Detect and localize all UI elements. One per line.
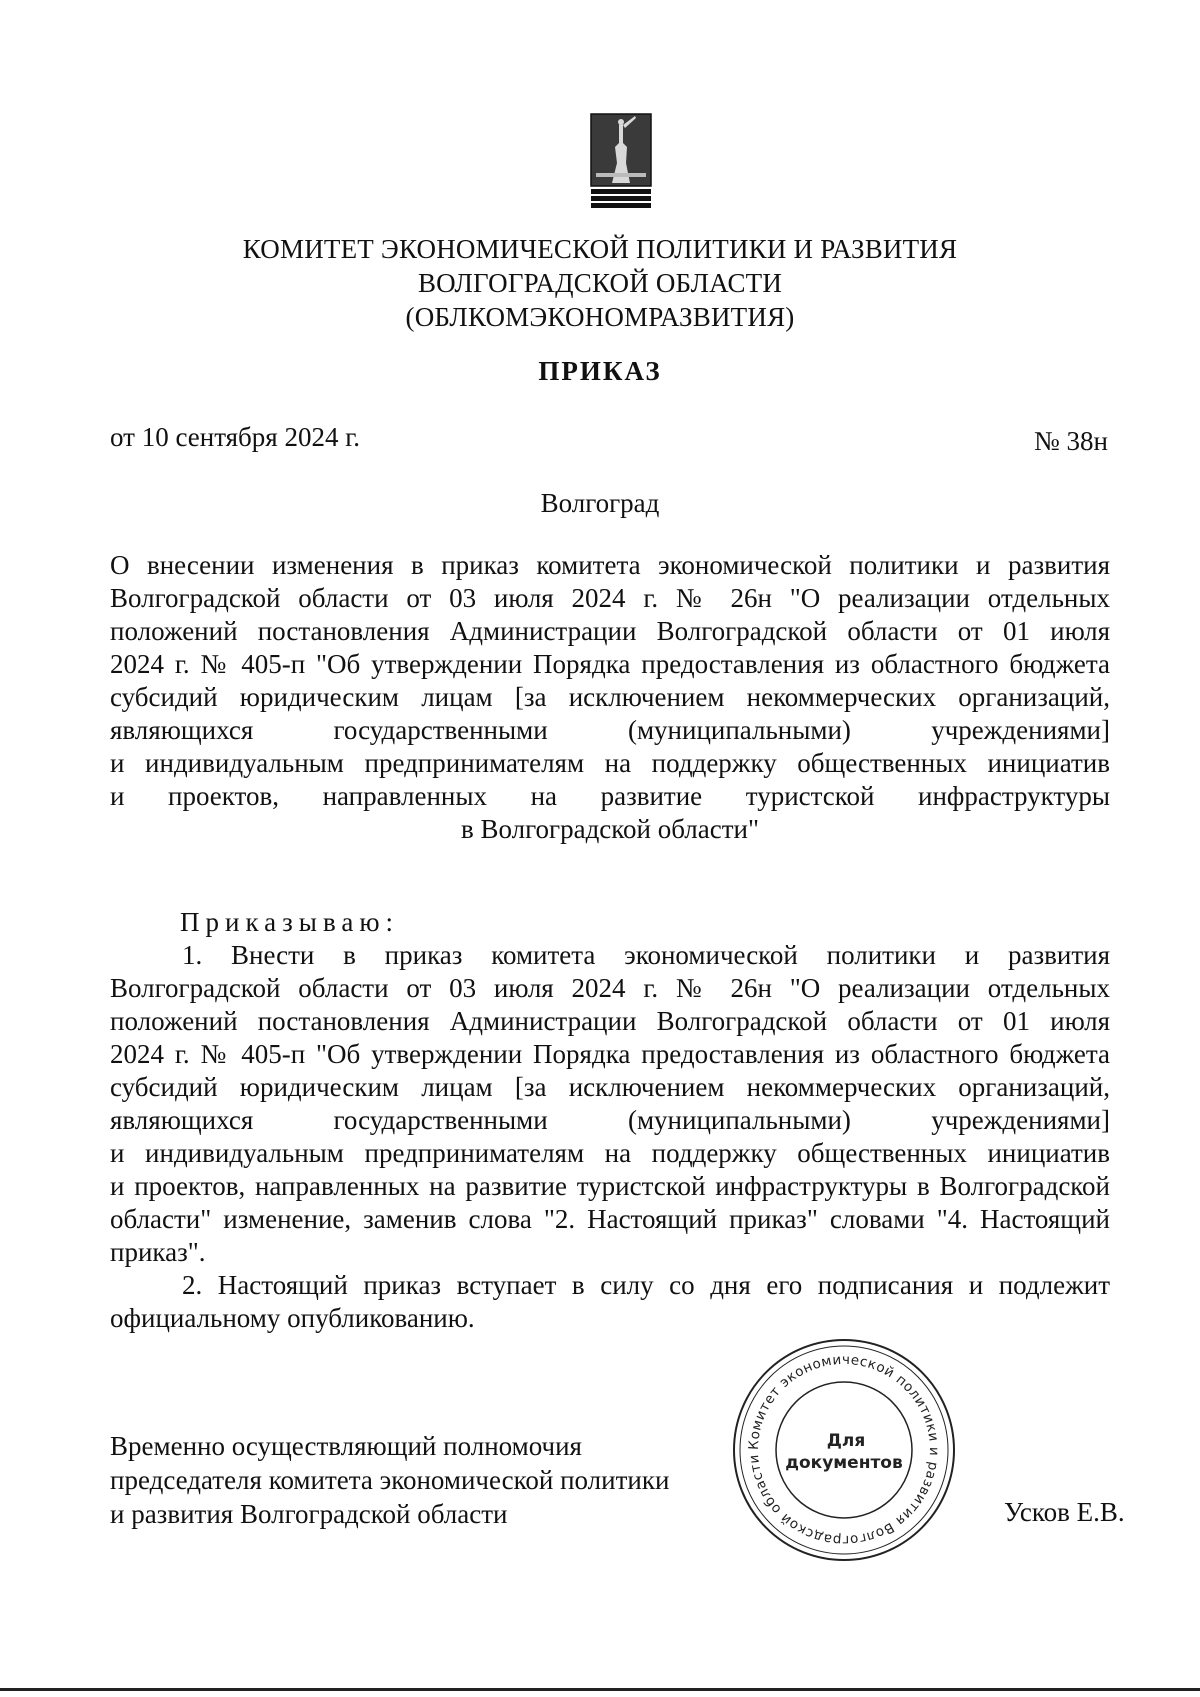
seal-center-text: документов [785, 1453, 903, 1473]
order-item-1-line: 2024 г. № 405-п "Об утверждении Порядка предоставления из областного бюджета [110, 1039, 1110, 1069]
order-item-1-line: области" изменение, заменив слова "2. Настоящий приказ" словами "4. Настоящий [110, 1204, 1110, 1234]
order-item-2-line: официальному опубликованию. [110, 1303, 475, 1333]
signer-position [110, 1429, 669, 1531]
signer-name: Усков Е.В. [1004, 1497, 1125, 1527]
order-item-1-line: приказ". [110, 1237, 206, 1267]
subject-line: и проектов, направленных на развитие туристской инфраструктуры [110, 781, 1110, 811]
order-item-1-line: положений постановления Администрации Волгоградской области от 01 июля [110, 1006, 1110, 1036]
signer-position-line: председателя комитета экономической политики [110, 1465, 670, 1495]
order-item-1-line: субсидий юридическим лицам [за исключением некоммерческих организаций, [110, 1072, 1110, 1102]
subject-line: в Волгоградской области" [460, 814, 760, 844]
order-item-1-line: являющихся государственными (муниципальными) учреждениями] [110, 1105, 1110, 1135]
order-item-1-line: 1. Внести в приказ комитета экономической политики и развития [182, 940, 1110, 970]
organization-name-line: ВОЛГОГРАДСКОЙ ОБЛАСТИ [417, 268, 783, 298]
subject-line: 2024 г. № 405-п "Об утверждении Порядка предоставления из областного бюджета [110, 649, 1110, 679]
order-keyword: Приказываю: [180, 907, 399, 937]
signer-position-line: Временно осуществляющий полномочия [110, 1431, 582, 1461]
document-type-title: ПРИКАЗ [538, 356, 662, 386]
subject-line: являющихся государственными (муниципальными) учреждениями] [110, 715, 1110, 745]
page-bottom-rule [0, 1688, 1200, 1691]
order-body [110, 939, 1110, 1335]
subject-line: О внесении изменения в приказ комитета экономической политики и развития [110, 550, 1110, 580]
order-item-1-line: и индивидуальным предпринимателям на поддержку общественных инициатив [110, 1138, 1110, 1168]
official-seal-stamp [728, 1334, 960, 1566]
subject-line: и индивидуальным предпринимателям на поддержку общественных инициатив [110, 748, 1110, 778]
seal-center-text: Для [826, 1431, 866, 1451]
document-date: от 10 сентября 2024 г. [110, 422, 360, 452]
subject-line: Волгоградской области от 03 июля 2024 г. № 26н "О реализации отдельных [110, 583, 1110, 613]
order-item-2-line: 2. Настоящий приказ вступает в силу со дня его подписания и подлежит [182, 1270, 1110, 1300]
organization-name [200, 232, 1000, 334]
subject-line: положений постановления Администрации Волгоградской области от 01 июля [110, 616, 1110, 646]
coat-of-arms-emblem [590, 113, 652, 209]
order-item-1-line: и проектов, направленных на развитие туристской инфраструктуры в Волгоградской [110, 1171, 1110, 1201]
organization-abbreviation: (ОБЛКОМЭКОНОМРАЗВИТИЯ) [405, 302, 795, 332]
subject-line: субсидий юридическим лицам [за исключением некоммерческих организаций, [110, 682, 1110, 712]
signer-position-line: и развития Волгоградской области [110, 1499, 508, 1529]
order-item-1-line: Волгоградской области от 03 июля 2024 г. № 26н "О реализации отдельных [110, 973, 1110, 1003]
document-city: Волгоград [540, 488, 660, 518]
document-subject [110, 549, 1110, 846]
document-number: № 38н [1034, 426, 1108, 456]
organization-name-line: КОМИТЕТ ЭКОНОМИЧЕСКОЙ ПОЛИТИКИ И РАЗВИТИЯ [242, 234, 958, 264]
seal-ring-text: Комитет экономической политики и развития Волгоградской области [745, 1351, 943, 1549]
